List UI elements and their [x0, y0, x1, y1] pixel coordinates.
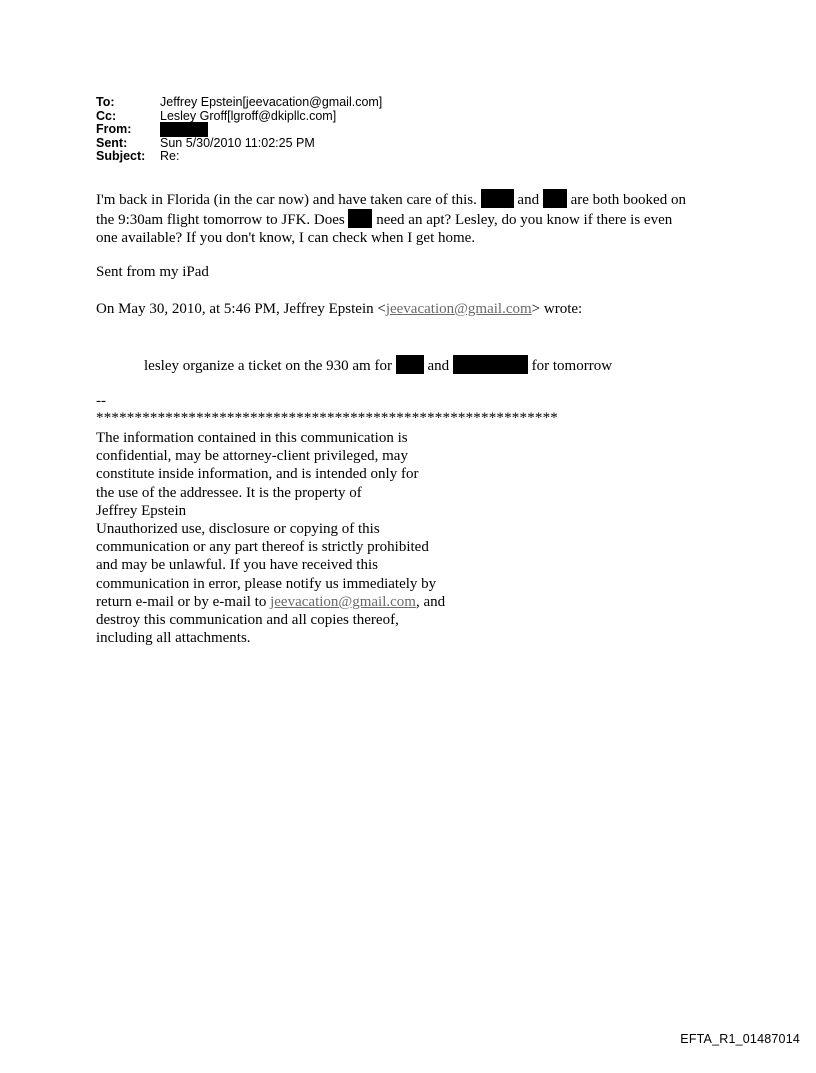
message-paragraph — [96, 189, 686, 248]
text-fragment: and — [427, 358, 450, 374]
signature-stars: ************************************************************ — [96, 410, 558, 426]
subject-label: Subject: — [96, 149, 146, 164]
text-fragment: need an apt? Lesley, do you know if there is even — [376, 212, 673, 229]
to-value: Jeffrey Epstein[jeevacation@gmail.com] — [160, 95, 383, 109]
disclaimer — [96, 429, 445, 647]
sent-label: Sent: — [96, 135, 128, 150]
text-fragment: and — [517, 192, 540, 208]
disclaimer-line: communication in error, please notify us immediately by — [96, 575, 437, 592]
subject-value: Re: — [160, 149, 180, 164]
from-label: From: — [96, 122, 132, 137]
cc-value: Lesley Groff[lgroff@dkipllc.com] — [160, 108, 337, 123]
disclaimer-line: including all attachments. — [96, 630, 251, 647]
redaction-box — [543, 189, 567, 208]
text-fragment: , and — [415, 593, 446, 610]
disclaimer-line: Jeffrey Epstein — [96, 502, 187, 519]
disclaimer-line: and may be unlawful. If you have received this — [96, 557, 378, 574]
to-label: To: — [96, 95, 115, 109]
signature-dashes: -- — [96, 393, 106, 409]
to-row — [96, 96, 382, 110]
text-fragment: are both booked on — [570, 192, 686, 208]
redaction-box — [481, 189, 514, 208]
disclaimer-line — [96, 593, 445, 611]
subject-row — [96, 150, 382, 164]
email-link[interactable]: jeevacation@gmail.com — [385, 301, 532, 317]
disclaimer-line: Unauthorized use, disclosure or copying of this — [96, 521, 380, 538]
disclaimer-line: confidential, may be attorney-client privileged, may — [96, 448, 408, 465]
text-fragment: I'm back in Florida (in the car now) and have taken care of this. — [96, 192, 477, 208]
disclaimer-line: constitute inside information, and is intended only for — [96, 466, 419, 483]
quoted-message — [144, 355, 612, 375]
reply-attribution — [96, 300, 582, 318]
text-fragment: return e-mail or by e-mail to — [96, 593, 267, 610]
disclaimer-line: communication or any part thereof is strictly prohibited — [96, 539, 429, 556]
redaction-box — [453, 355, 528, 374]
disclaimer-line: The information contained in this communication is — [96, 430, 408, 446]
text-fragment: On May 30, 2010, at 5:46 PM, Jeffrey Epstein < — [96, 301, 386, 317]
cc-label: Cc: — [96, 108, 117, 123]
message-line-3: one available? If you don't know, I can check when I get home. — [96, 230, 476, 247]
message-line-1 — [96, 189, 686, 209]
disclaimer-line: destroy this communication and all copies thereof, — [96, 612, 399, 629]
redaction-box — [396, 355, 424, 374]
message-line-2 — [96, 209, 686, 229]
disclaimer-line: the use of the addressee. It is the property of — [96, 484, 362, 501]
text-fragment: > wrote: — [531, 301, 583, 317]
redaction-box — [348, 209, 372, 228]
text-fragment: lesley organize a ticket on the 930 am for — [144, 358, 392, 374]
from-row — [96, 123, 382, 137]
document-id: EFTA_R1_01487014 — [680, 1032, 800, 1046]
sent-from-line: Sent from my iPad — [96, 264, 209, 280]
cc-row — [96, 110, 382, 124]
sent-row — [96, 137, 382, 151]
email-header — [96, 96, 382, 164]
sent-value: Sun 5/30/2010 11:02:25 PM — [160, 135, 315, 150]
text-fragment: the 9:30am flight tomorrow to JFK. Does — [96, 212, 345, 229]
text-fragment: for tomorrow — [531, 358, 613, 374]
email-link[interactable]: jeevacation@gmail.com — [270, 593, 416, 610]
